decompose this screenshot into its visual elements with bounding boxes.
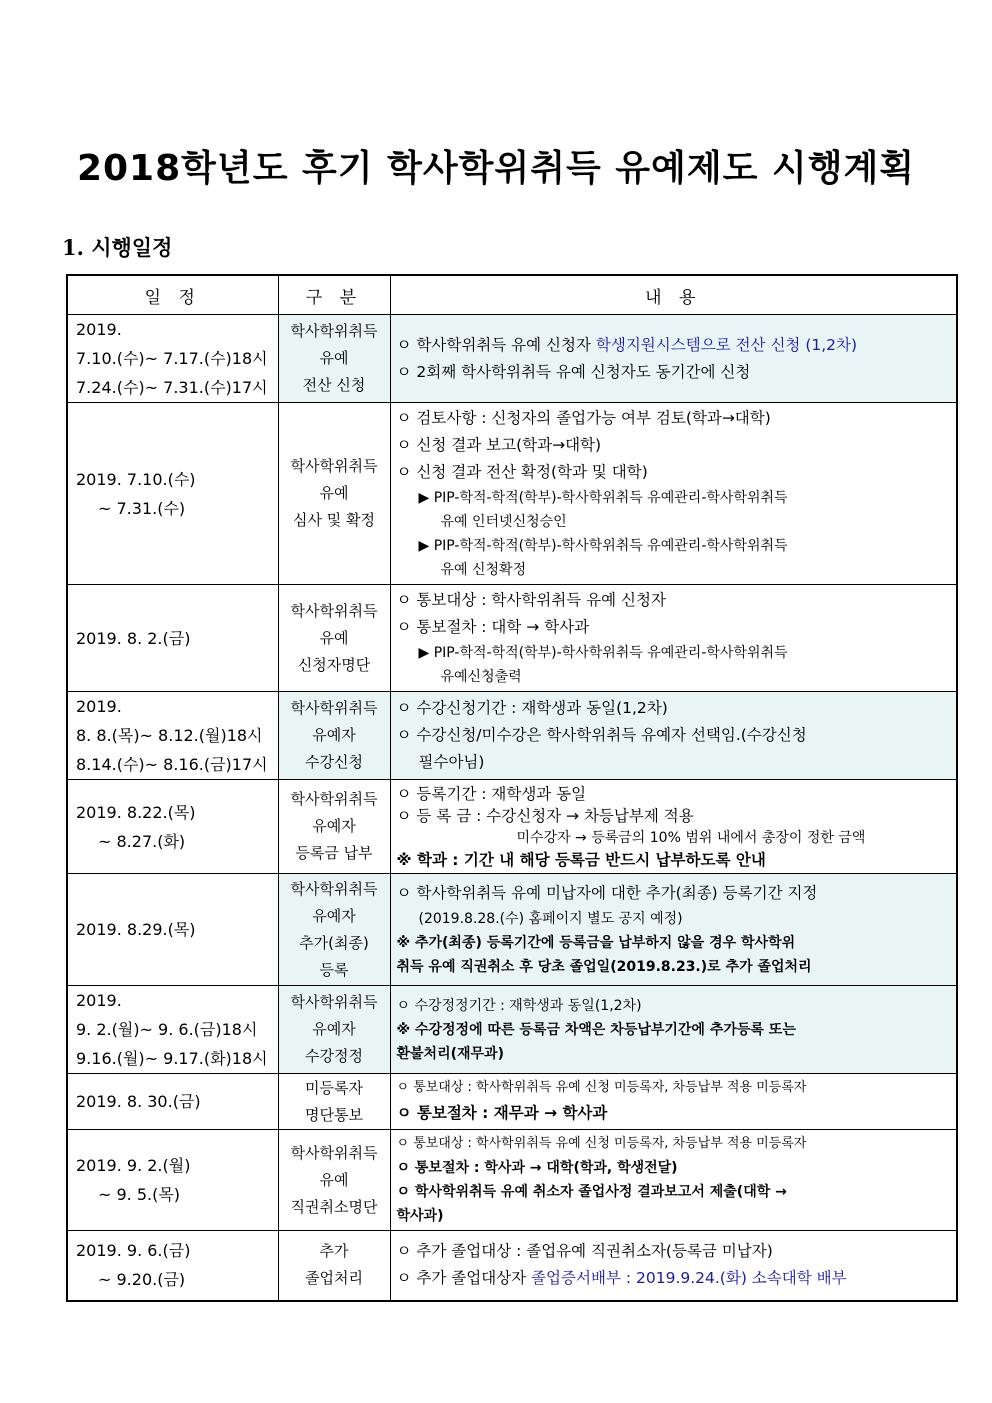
category-line: 학사학위취득 <box>290 457 378 475</box>
category-line: 유예자 <box>312 906 356 925</box>
category-line: 유예 <box>319 628 349 647</box>
category-line: 유예 <box>319 349 349 367</box>
row-date <box>67 1231 278 1301</box>
date-line: 7.24.(수)~ 7.31.(수)17시 <box>76 378 268 397</box>
row-content <box>390 1130 957 1231</box>
content-line: ㅇ 수강신청/미수강은 학사학위취득 유예자 선택임.(수강신청 <box>396 726 807 744</box>
row-date <box>67 403 278 585</box>
content-line: ※ 학과 : 기간 내 해당 등록금 반드시 납부하도록 안내 <box>396 850 766 869</box>
content-line: ㅇ 수강신청기간 : 재학생과 동일(1,2차) <box>396 699 668 717</box>
content-line: ㅇ 통보절차 : 학사과 → 대학(학과, 학생전달) <box>396 1160 678 1176</box>
category-line: 학사학위취득 <box>290 879 378 898</box>
category-line: 학사학위취득 <box>290 601 378 620</box>
table-row <box>67 874 957 986</box>
table-row <box>67 403 957 585</box>
category-line: 유예자 <box>312 726 356 744</box>
category-line: 직권취소명단 <box>290 1197 378 1216</box>
content-line: ㅇ 신청 결과 전산 확정(학과 및 대학) <box>396 463 648 481</box>
row-content <box>390 874 957 986</box>
date-line: ~ 7.31.(수) <box>98 498 186 518</box>
row-content <box>390 403 957 585</box>
table-row <box>67 1130 957 1231</box>
date-line: 2019. 9. 2.(월) <box>76 1156 191 1175</box>
row-content <box>390 986 957 1074</box>
date-line: ~ 9.20.(금) <box>98 1270 186 1290</box>
row-category <box>278 1074 390 1130</box>
row-content <box>390 1231 957 1301</box>
category-line: 유예 <box>319 484 349 502</box>
content-line: ▶ PIP-학적-학적(학부)-학사학위취득 유예관리-학사학위취득 <box>418 490 788 506</box>
header-date: 일 정 <box>67 275 278 315</box>
row-category <box>278 874 390 986</box>
header-content: 내 용 <box>390 275 957 315</box>
content-line: ㅇ 수강정정기간 : 재학생과 동일(1,2차) <box>396 997 642 1014</box>
row-date <box>67 986 278 1074</box>
table-row <box>67 692 957 780</box>
row-content <box>390 315 957 403</box>
table-row <box>67 1074 957 1130</box>
table-row <box>67 585 957 692</box>
row-date <box>67 780 278 874</box>
content-line: ㅇ 검토사항 : 신청자의 졸업가능 여부 검토(학과→대학) <box>396 409 771 427</box>
date-line: 2019. 8. 2.(금) <box>76 628 191 648</box>
content-line: 미수강자 → 등록금의 10% 범위 내에서 총장이 정한 금액 <box>516 829 866 846</box>
content-line: 유예 인터넷신청승인 <box>440 514 567 530</box>
date-line: 9.16.(월)~ 9.17.(화)18시 <box>76 1049 268 1068</box>
content-line: ※ 추가(최종) 등록기간에 등록금을 납부하지 않을 경우 학사학위 <box>396 935 796 951</box>
content-text: ㅇ 학사학위취득 유예 신청자 <box>396 335 596 354</box>
content-line: ㅇ 학사학위취득 유예 미납자에 대한 추가(최종) 등록기간 지정 <box>396 884 818 902</box>
content-line: (2019.8.28.(수) 홈페이지 별도 공지 예정) <box>418 911 683 927</box>
category-line: 학사학위취득 <box>290 790 378 808</box>
date-line: 2019. <box>76 320 122 339</box>
row-category <box>278 692 390 780</box>
content-line <box>397 332 951 359</box>
category-line: 학사학위취득 <box>290 699 378 717</box>
category-line: 수강정정 <box>305 1047 363 1065</box>
content-line: 취득 유예 직권취소 후 당초 졸업일(2019.8.23.)로 추가 졸업처리 <box>396 959 812 975</box>
row-content <box>390 780 957 874</box>
row-category <box>278 780 390 874</box>
row-content <box>390 1074 957 1130</box>
date-line: 2019. 7.10.(수) <box>76 469 196 489</box>
row-date <box>67 874 278 986</box>
content-line: ㅇ 통보대상 : 학사학위취득 유예 신청 미등록자, 차등납부 적용 미등록자 <box>396 1136 807 1151</box>
row-content <box>390 585 957 692</box>
table-row <box>67 986 957 1074</box>
content-line: ㅇ 2회째 학사학위취득 유예 신청자도 동기간에 신청 <box>396 362 751 381</box>
content-text: ㅇ 추가 졸업대상자 <box>396 1269 532 1288</box>
category-line: 등록 <box>319 960 349 979</box>
row-date <box>67 1130 278 1231</box>
content-line: ※ 수강정정에 따른 등록금 차액은 차등납부기간에 추가등록 또는 <box>396 1021 796 1038</box>
content-line: ㅇ 통보대상 : 학사학위취득 유예 신청 미등록자, 차등납부 적용 미등록자 <box>396 1080 807 1095</box>
content-line: ▶ PIP-학적-학적(학부)-학사학위취득 유예관리-학사학위취득 <box>418 645 788 661</box>
content-line: 유예 신청확정 <box>440 562 527 578</box>
content-line: 환불처리(재무과) <box>396 1045 504 1062</box>
date-line: ~ 8.27.(화) <box>98 831 186 851</box>
category-line: 추가 <box>319 1242 349 1261</box>
table-header-row <box>67 275 957 315</box>
category-line: 추가(최종) <box>299 933 369 952</box>
category-line: 학사학위취득 <box>290 1143 378 1162</box>
highlight-text: 학생지원시스템으로 전산 신청 (1,2차) <box>595 335 858 354</box>
row-category <box>278 986 390 1074</box>
category-line: 유예자 <box>312 1020 356 1038</box>
content-line: 필수아님) <box>418 753 485 771</box>
content-line: ▶ PIP-학적-학적(학부)-학사학위취득 유예관리-학사학위취득 <box>418 538 788 554</box>
category-line: 심사 및 확정 <box>293 511 375 529</box>
date-line: 8. 8.(목)~ 8.12.(월)18시 <box>76 726 263 745</box>
row-category <box>278 1231 390 1301</box>
table-row <box>67 315 957 403</box>
date-line: 2019. 9. 6.(금) <box>76 1241 191 1261</box>
row-category <box>278 315 390 403</box>
row-category <box>278 1130 390 1231</box>
content-line: ㅇ 통보대상 : 학사학위취득 유예 신청자 <box>396 591 666 609</box>
content-line: ㅇ 등록기간 : 재학생과 동일 <box>396 784 587 803</box>
row-content <box>390 692 957 780</box>
category-line: 신청자명단 <box>297 655 371 674</box>
category-line: 졸업처리 <box>305 1269 363 1288</box>
row-category <box>278 403 390 585</box>
date-line: 9. 2.(월)~ 9. 6.(금)18시 <box>76 1020 258 1039</box>
date-line: 2019. <box>76 991 122 1010</box>
content-line: ㅇ 통보절차 : 대학 → 학사과 <box>396 618 590 636</box>
table-row <box>67 780 957 874</box>
content-line <box>397 1265 951 1292</box>
row-date <box>67 585 278 692</box>
row-date <box>67 692 278 780</box>
date-line: 2019. 8.29.(목) <box>76 920 196 939</box>
category-line: 학사학위취득 <box>290 322 378 340</box>
category-line: 유예자 <box>312 817 356 835</box>
content-line: ㅇ 신청 결과 보고(학과→대학) <box>396 436 602 454</box>
content-line: ㅇ 학사학위취득 유예 취소자 졸업사정 결과보고서 제출(대학 → <box>396 1184 787 1200</box>
schedule-table <box>66 274 958 1302</box>
page-title: 2018학년도 후기 학사학위취득 유예제도 시행계획 <box>76 148 916 189</box>
date-line: 2019. 8. 30.(금) <box>76 1092 201 1111</box>
content-line: 유예신청출력 <box>440 669 522 685</box>
content-line: ㅇ 추가 졸업대상 : 졸업유예 직권취소자(등록금 미납자) <box>396 1242 773 1261</box>
header-category: 구 분 <box>278 275 390 315</box>
table-row <box>67 1231 957 1301</box>
section-heading: 1. 시행일정 <box>62 235 173 260</box>
content-line: 학사과) <box>396 1208 444 1224</box>
category-line: 등록금 납부 <box>295 844 373 862</box>
category-line: 유예 <box>319 1170 349 1189</box>
content-line: ㅇ 통보절차 : 재무과 → 학사과 <box>396 1104 608 1122</box>
content-line: ㅇ 등 록 금 : 수강신청자 → 차등납부제 적용 <box>396 806 694 825</box>
category-line: 학사학위취득 <box>290 993 378 1011</box>
category-line: 수강신청 <box>305 753 363 771</box>
date-line: ~ 9. 5.(목) <box>98 1185 181 1204</box>
highlight-text: 졸업증서배부 : 2019.9.24.(화) 소속대학 배부 <box>531 1269 847 1288</box>
category-line: 명단통보 <box>305 1105 363 1124</box>
date-line: 7.10.(수)~ 7.17.(수)18시 <box>76 349 268 368</box>
date-line: 2019. <box>76 697 122 716</box>
category-line: 전산 신청 <box>302 376 366 394</box>
date-line: 2019. 8.22.(목) <box>76 802 196 822</box>
row-date <box>67 315 278 403</box>
row-date <box>67 1074 278 1130</box>
date-line: 8.14.(수)~ 8.16.(금)17시 <box>76 755 268 774</box>
row-category <box>278 585 390 692</box>
category-line: 미등록자 <box>305 1078 363 1097</box>
